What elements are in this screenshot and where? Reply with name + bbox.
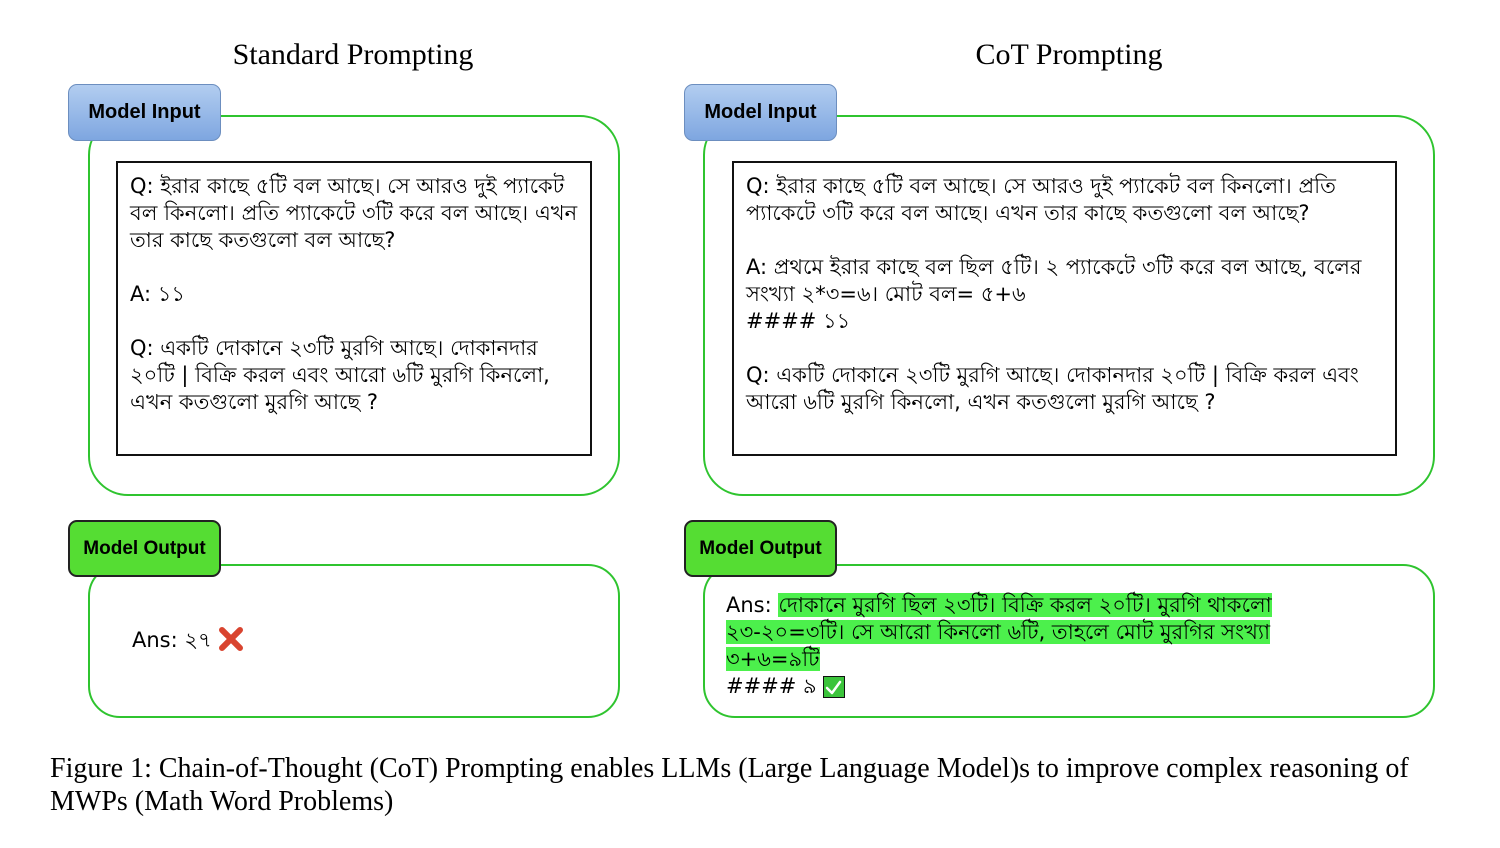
standard-model-input-label: Model Input <box>88 101 201 123</box>
cot-model-input-label: Model Input <box>704 101 817 123</box>
cot-final-answer: #### ৯ <box>726 674 817 698</box>
cot-prompting-title: CoT Prompting <box>975 38 1163 71</box>
standard-prompting-title: Standard Prompting <box>232 38 474 71</box>
cross-mark-icon <box>218 626 244 652</box>
standard-prompt-a1: A: ১১ <box>130 282 186 306</box>
check-mark-icon <box>823 676 845 698</box>
cot-answer-prefix: Ans: <box>726 593 779 617</box>
figure-caption: Figure 1: Chain-of-Thought (CoT) Prompting enables LLMs (Large Language Model)s to improve complex reasoning of MWPs (Math Word Problems) <box>50 753 1409 817</box>
cot-prompt-a1-final: #### ১১ <box>746 309 851 333</box>
cot-prompt-box <box>732 161 1397 456</box>
standard-prompt-q1: Q: ইরার কাছে ৫টি বল আছে। সে আরও দুই প্যাকেট বল কিনলো। প্রতি প্যাকেটে ৩টি করে বল আছে। এখন তার কাছে কতগুলো বল আছে? <box>130 174 578 252</box>
cot-prompt-q2: Q: একটি দোকানে ২৩টি মুরগি আছে। দোকানদার ২০টি | বিক্রি করল এবং আরো ৬টি মুরগি কিনলো, এখন কতগুলো মুরগি আছে ? <box>746 363 1359 414</box>
cot-reasoning-line-3: ৩+৬=৯টি <box>726 647 820 671</box>
cot-prompt-a1-reasoning: A: প্রথমে ইরার কাছে বল ছিল ৫টি। ২ প্যাকেটে ৩টি করে বল আছে, বলের সংখ্যা ২*৩=৬। মোট বল= ৫+৬ <box>746 255 1362 306</box>
standard-model-output-label: Model Output <box>83 537 206 559</box>
cot-model-input-tag <box>684 84 837 141</box>
standard-output-answer <box>132 626 244 654</box>
standard-prompt-q2: Q: একটি দোকানে ২৩টি মুরগি আছে। দোকানদার ২০টি | বিক্রি করল এবং আরো ৬টি মুরগি কিনলো, এখন কতগুলো মুরগি আছে ? <box>130 336 550 414</box>
standard-prompt-box <box>116 161 592 456</box>
cot-reasoning-line-1: দোকানে মুরগি ছিল ২৩টি। বিক্রি করল ২০টি। মুরগি থাকলো <box>778 593 1272 617</box>
cot-model-output-label: Model Output <box>699 537 822 559</box>
cot-model-output-tag <box>684 520 837 577</box>
cot-output-answer <box>726 592 1386 700</box>
standard-model-input-tag <box>68 84 221 141</box>
standard-model-output-tag <box>68 520 221 577</box>
cot-reasoning-line-2: ২৩-২০=৩টি। সে আরো কিনলো ৬টি, তাহলে মোট মুরগির সংখ্যা <box>726 620 1271 644</box>
cot-prompt-q1: Q: ইরার কাছে ৫টি বল আছে। সে আরও দুই প্যাকেট বল কিনলো। প্রতি প্যাকেটে ৩টি করে বল আছে। এখন তার কাছে কতগুলো বল আছে? <box>746 174 1336 225</box>
standard-answer-text: Ans: ২৭ <box>132 628 212 652</box>
